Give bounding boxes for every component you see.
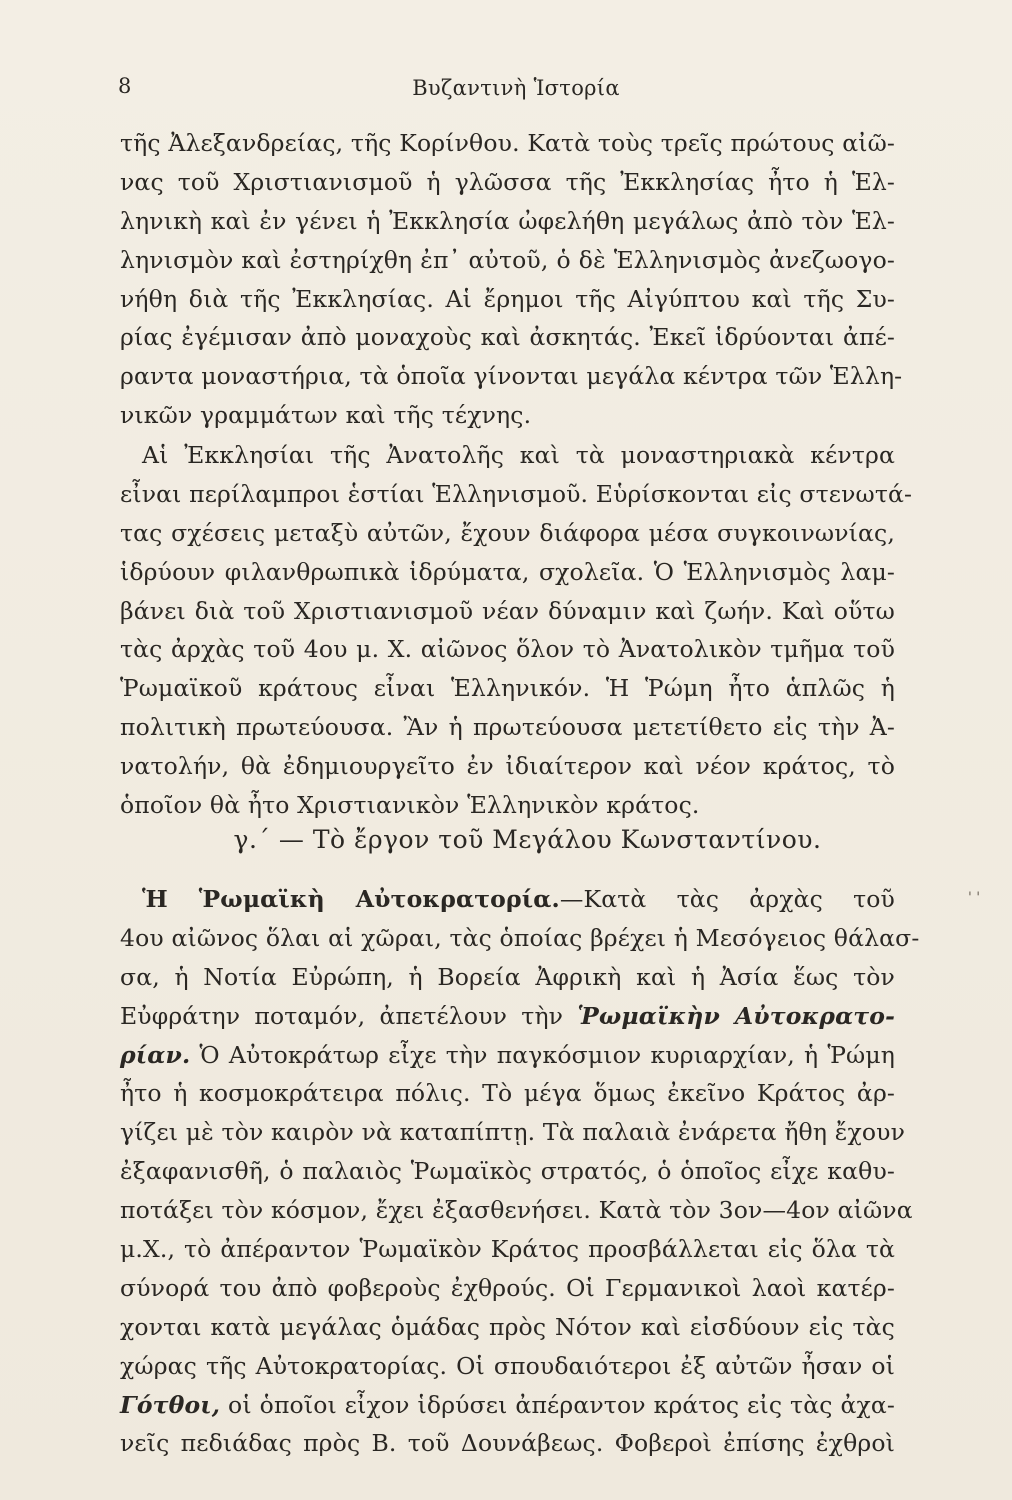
text-line [120, 1386, 895, 1425]
text-line [120, 997, 895, 1036]
text-line: τὰς ἀρχὰς τοῦ 4ου μ. Χ. αἰῶνος ὅλον τὸ Ἀνατολικὸν τμῆμα τοῦ [120, 635, 895, 664]
text-line: νεῖς πεδιάδας πρὸς Β. τοῦ Δουνάβεως. Φοβεροὶ ἐπίσης ἐχθροὶ [120, 1429, 895, 1458]
section-heading: γ.´ — Τὸ ἔργον τοῦ Μεγάλου Κωνσταντίνου. [233, 825, 822, 854]
text-line: βάνει διὰ τοῦ Χριστιανισμοῦ νέαν δύναμιν καὶ ζωήν. Καὶ οὕτω [120, 596, 895, 625]
text-line: χονται κατὰ μεγάλας ὁμάδας πρὸς Νότον καὶ εἰσδύουν εἰς τὰς [120, 1312, 895, 1341]
text-line: πολιτικὴ πρωτεύουσα. Ἂν ἡ πρωτεύουσα μετετίθετο εἰς τὴν Ἀ- [120, 713, 895, 742]
text-line: ὁποῖον θὰ ἦτο Χριστιανικὸν Ἑλληνικὸν κράτος. [120, 791, 700, 820]
text-line: 4ου αἰῶνος ὅλαι αἱ χῶραι, τὰς ὁποίας βρέχει ἡ Μεσόγειος θάλασ- [120, 923, 920, 952]
text-line: ρίας ἐγέμισαν ἀπὸ μοναχοὺς καὶ ἀσκητάς. Ἐκεῖ ἱδρύονται ἀπέ- [120, 323, 895, 352]
text-line: χώρας τῆς Αὐτοκρατορίας. Οἱ σπουδαιότεροι ἐξ αὐτῶν ἦσαν οἱ [120, 1351, 895, 1380]
text-line: Αἱ Ἐκκλησίαι τῆς Ἀνατολῆς καὶ τὰ μοναστηριακὰ κέντρα [142, 441, 895, 469]
emphasis-term: ρίαν. [120, 1040, 191, 1069]
text-line: ἐξαφανισθῆ, ὁ παλαιὸς Ῥωμαϊκὸς στρατός, ὁ ὁποῖος εἶχε καθυ- [120, 1157, 895, 1186]
lead-in-title: Ἡ Ῥωμαϊκὴ Αὐτοκρατορία. [142, 885, 560, 913]
text-line: ραντα μοναστήρια, τὰ ὁποῖα γίνονται μεγάλα κέντρα τῶν Ἑλλη- [120, 362, 903, 391]
text-line: μ.Χ., τὸ ἀπέραντον Ῥωμαϊκὸν Κράτος προσβάλλεται εἰς ὅλα τὰ [120, 1235, 895, 1264]
text-line: γίζει μὲ τὸν καιρὸν νὰ καταπίπτῃ. Τὰ παλαιὰ ἐνάρετα ἤθη ἔχουν [120, 1118, 906, 1147]
text-span: Ὁ Αὐτοκράτωρ εἶχε τὴν παγκόσμιον κυριαρχίαν, ἡ Ῥώμη [190, 1040, 895, 1069]
text-line: ληνικὴ καὶ ἐν γένει ἡ Ἐκκλησία ὠφελήθη μεγάλως ἀπὸ τὸν Ἑλ- [120, 206, 895, 235]
text-line: σύνορά του ἀπὸ φοβεροὺς ἐχθρούς. Οἱ Γερμανικοὶ λαοὶ κατέρ- [120, 1273, 895, 1302]
text-line: εἶναι περίλαμπροι ἑστίαι Ἑλληνισμοῦ. Εὑρίσκονται εἰς στενωτά- [120, 479, 913, 508]
text-line: τας σχέσεις μεταξὺ αὐτῶν, ἔχουν διάφορα μέσα συγκοινωνίας, [120, 518, 895, 547]
running-head: Βυζαντινὴ Ἱστορία [412, 76, 620, 100]
text-line: ποτάξει τὸν κόσμον, ἔχει ἐξασθενήσει. Κατὰ τὸν 3ον—4ον αἰῶνα [120, 1196, 913, 1225]
emphasis-term: Γότθοι, [120, 1390, 221, 1419]
page-number: 8 [118, 74, 132, 98]
margin-mark: ' ' [968, 890, 981, 906]
text-line [120, 880, 895, 919]
text-span: Εὐφράτην ποταμόν, ἀπετέλουν τὴν [120, 1001, 578, 1030]
text-line: Ῥωμαϊκοῦ κράτους εἶναι Ἑλληνικόν. Ἡ Ῥώμη ἦτο ἁπλῶς ἡ [120, 674, 895, 703]
text-line: νας τοῦ Χριστιανισμοῦ ἡ γλῶσσα τῆς Ἐκκλησίας ἦτο ἡ Ἑλ- [120, 167, 895, 196]
text-line: νικῶν γραμμάτων καὶ τῆς τέχνης. [120, 401, 532, 430]
text-span: —Κατὰ τὰς ἀρχὰς τοῦ [559, 885, 895, 913]
text-span: οἱ ὁποῖοι εἶχον ἱδρύσει ἀπέραντον κράτος εἰς τὰς ἀχα- [220, 1390, 895, 1419]
text-line: ἱδρύουν φιλανθρωπικὰ ἱδρύματα, σχολεῖα. Ὁ Ἑλληνισμὸς λαμ- [120, 557, 895, 586]
text-line: τῆς Ἀλεξανδρείας, τῆς Κορίνθου. Κατὰ τοὺς τρεῖς πρώτους αἰῶ- [120, 129, 895, 157]
paragraph [120, 880, 920, 1463]
paragraph [120, 124, 903, 435]
text-line: σα, ἡ Νοτία Εὐρώπη, ἡ Βορεία Ἀφρικὴ καὶ ἡ Ἀσία ἕως τὸν [120, 962, 895, 991]
emphasis-term: Ῥωμαϊκὴν Αὐτοκρατο- [577, 1001, 895, 1030]
paragraph [120, 436, 913, 825]
text-line: νήθη διὰ τῆς Ἐκκλησίας. Αἱ ἔρημοι τῆς Αἰγύπτου καὶ τῆς Συ- [120, 284, 895, 313]
text-line: νατολήν, θὰ ἐδημιουργεῖτο ἐν ἰδιαίτερον καὶ νέον κράτος, τὸ [120, 752, 895, 781]
text-line: ἦτο ἡ κοσμοκράτειρα πόλις. Τὸ μέγα ὅμως ἐκεῖνο Κράτος ἀρ- [120, 1079, 895, 1108]
text-line: ληνισμὸν καὶ ἐστηρίχθη ἐπ᾽ αὐτοῦ, ὁ δὲ Ἑλληνισμὸς ἀνεζωογο- [120, 245, 895, 274]
text-line [120, 1036, 895, 1075]
